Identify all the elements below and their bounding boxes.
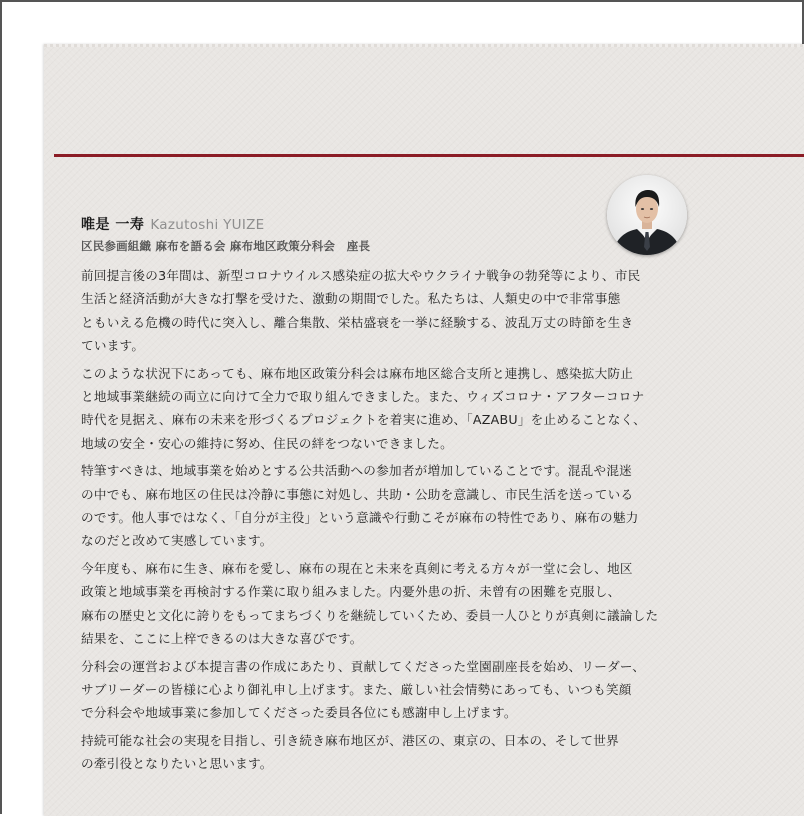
body-paragraph	[81, 362, 695, 455]
paragraph-line: 麻布の歴史と文化に誇りをもってまちづくりを継続していくため、委員一人ひとりが真剣に議論した	[81, 607, 659, 623]
paragraph-line: サブリーダーの皆様に心より御礼申し上げます。また、厳しい社会情勢にあっても、いつも笑顔	[81, 682, 632, 698]
paragraph-line: このような状況下にあっても、麻布地区政策分科会は麻布地区総合支所と連携し、感染拡大防止	[81, 365, 634, 381]
accent-rule	[54, 154, 804, 157]
author-name-en: Kazutoshi YUIZE	[150, 217, 265, 233]
paragraph-line: の牽引役となりたいと思います。	[81, 756, 273, 772]
body-paragraph	[81, 557, 695, 650]
body-paragraph	[81, 459, 695, 552]
paragraph-line: と地域事業継続の両立に向けて全力で取り組んできました。また、ウィズコロナ・アフターコロナ	[81, 388, 645, 404]
paragraph-line: の中でも、麻布地区の住民は冷静に事態に対処し、共助・公助を意識し、市民生活を送っている	[81, 486, 634, 502]
paragraph-line: ています。	[81, 337, 145, 353]
body-paragraph	[81, 729, 695, 776]
paragraph-line: なのだと改めて実感しています。	[81, 533, 273, 549]
paragraph-line: 政策と地域事業を再検討する作業に取り組みました。内憂外患の折、未曾有の困難を克服し、	[81, 584, 621, 600]
portrait-image	[607, 175, 687, 255]
paragraph-line: 分科会の運営および本提言書の作成にあたり、貢献してくださった堂園副座長を始め、リーダー、	[81, 658, 646, 674]
paragraph-line: 結果を、ここに上梓できるのは大きな喜びです。	[81, 630, 363, 646]
paragraph-line: 前回提言後の3年間は、新型コロナウイルス感染症の拡大やウクライナ戦争の勃発等により、市民	[81, 268, 641, 283]
paragraph-line: で分科会や地域事業に参加してくださった委員各位にも感謝申し上げます。	[81, 705, 517, 721]
paragraph-line: ともいえる危機の時代に突入し、離合集散、栄枯盛衰を一挙に経験する、波乱万丈の時節を生き	[81, 314, 634, 330]
body-paragraph	[81, 264, 695, 357]
paragraph-line: 今年度も、麻布に生き、麻布を愛し、麻布の現在と未来を真剣に考える方々が一堂に会し、地区	[81, 561, 633, 577]
paragraph-line: のです。他人事ではなく、「自分が主役」という意識や行動こそが麻布の特性であり、麻布の魅力	[81, 509, 639, 525]
paragraph-line: 生活と経済活動が大きな打撃を受けた、激動の期間でした。私たちは、人類史の中で非常事態	[81, 291, 621, 307]
paragraph-line: 特筆すべきは、地域事業を始めとする公共活動への参加者が増加していることです。混乱や混迷	[81, 463, 633, 479]
page-top-edge	[44, 44, 804, 47]
body-paragraph	[81, 655, 695, 725]
paragraph-line: 持続可能な社会の実現を目指し、引き続き麻布地区が、港区の、東京の、日本の、そして世界	[81, 733, 619, 749]
author-photo	[607, 175, 687, 255]
message-body	[81, 264, 695, 780]
paragraph-line: 時代を見据え、麻布の未来を形づくるプロジェクトを着実に進め、「AZABU」を止めることなく、	[81, 412, 647, 428]
document-page	[44, 44, 804, 816]
author-title: 区民参画組織 麻布を語る会 麻布地区政策分科会 座長	[81, 239, 371, 253]
author-name-jp: 唯是 一寿	[81, 217, 145, 233]
paragraph-line: 地域の安全・安心の維持に努め、住民の絆をつないできました。	[81, 435, 453, 451]
author-name-line	[81, 214, 264, 234]
